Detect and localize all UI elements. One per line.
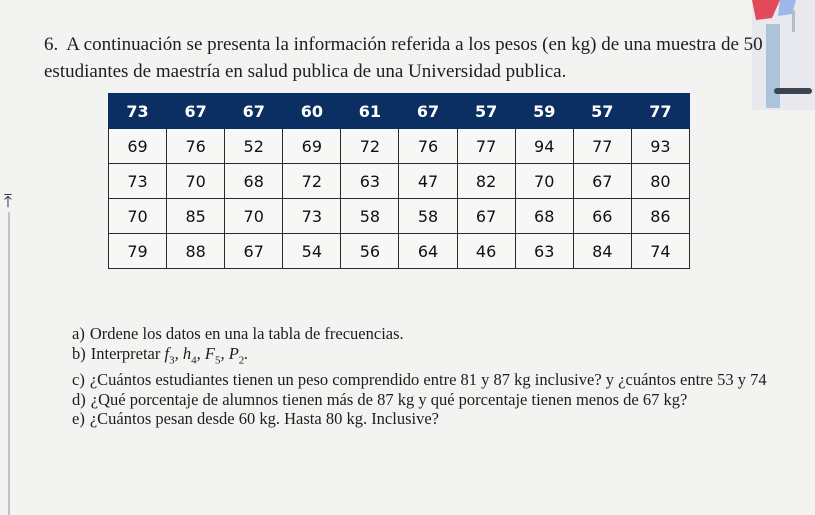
question-text: ¿Cuántos estudiantes tienen un peso comprendido entre 81 y 87 kg inclusive? y ¿cuántos entre 53 y 74 bbox=[89, 370, 767, 390]
table-cell: 82 bbox=[457, 164, 515, 199]
question-letter: d) bbox=[72, 389, 86, 409]
table-cell: 59 bbox=[515, 94, 573, 129]
table-cell: 67 bbox=[225, 94, 283, 129]
table-row bbox=[109, 164, 690, 199]
table-cell: 63 bbox=[515, 234, 573, 269]
table-cell: 73 bbox=[109, 94, 167, 129]
table-cell: 72 bbox=[341, 129, 399, 164]
table-cell: 70 bbox=[109, 199, 167, 234]
question-e bbox=[72, 409, 815, 429]
table-cell: 61 bbox=[341, 94, 399, 129]
table-cell: 74 bbox=[631, 234, 689, 269]
table-cell: 70 bbox=[225, 199, 283, 234]
question-d bbox=[72, 390, 815, 410]
table-row bbox=[109, 234, 690, 269]
table-cell: 67 bbox=[573, 164, 631, 199]
table-cell: 58 bbox=[399, 199, 457, 234]
question-text: Ordene los datos en una la tabla de frecuencias. bbox=[89, 324, 404, 343]
problem-statement bbox=[44, 31, 769, 85]
table-cell: 94 bbox=[515, 129, 573, 164]
table-cell: 67 bbox=[167, 94, 225, 129]
table-cell: 67 bbox=[225, 234, 283, 269]
table-cell: 73 bbox=[283, 199, 341, 234]
table-cell: 68 bbox=[225, 164, 283, 199]
statistics-terms: $f_3$, $h_4$, $F_5$, $P_2$. bbox=[164, 343, 249, 366]
table-cell: 67 bbox=[399, 94, 457, 129]
table-cell: 76 bbox=[167, 129, 225, 164]
table-cell: 52 bbox=[225, 129, 283, 164]
table-cell: 80 bbox=[631, 164, 689, 199]
question-c bbox=[72, 370, 815, 390]
table-cell: 66 bbox=[573, 199, 631, 234]
table-cell: 72 bbox=[283, 164, 341, 199]
table-header-row bbox=[109, 94, 690, 129]
table-cell: 84 bbox=[573, 234, 631, 269]
table-cell: 77 bbox=[631, 94, 689, 129]
table-row bbox=[109, 129, 690, 164]
table-cell: 70 bbox=[167, 164, 225, 199]
table-cell: 54 bbox=[283, 234, 341, 269]
weights-table bbox=[108, 93, 690, 269]
table-cell: 79 bbox=[109, 234, 167, 269]
table-cell: 64 bbox=[399, 234, 457, 269]
table-cell: 67 bbox=[457, 199, 515, 234]
table-cell: 58 bbox=[341, 199, 399, 234]
table-row bbox=[109, 199, 690, 234]
table-cell: 77 bbox=[457, 129, 515, 164]
table-cell: 86 bbox=[631, 199, 689, 234]
question-letter: a) bbox=[72, 324, 85, 343]
table-cell: 69 bbox=[109, 129, 167, 164]
table-cell: 57 bbox=[457, 94, 515, 129]
question-letter: b) bbox=[72, 343, 86, 363]
table-cell: 77 bbox=[573, 129, 631, 164]
table-cell: 70 bbox=[515, 164, 573, 199]
question-text: Interpretar bbox=[90, 343, 161, 363]
question-a bbox=[72, 324, 815, 344]
question-text: ¿Qué porcentaje de alumnos tienen más de 87 kg y qué porcentaje tienen menos de 67 kg? bbox=[90, 389, 688, 409]
table-cell: 63 bbox=[341, 164, 399, 199]
problem-text: A continuación se presenta la información referida a los pesos (en kg) de una muestra de 50 estudiantes de maestría en salud publica de una Universidad publica. bbox=[44, 34, 763, 82]
table-cell: 68 bbox=[515, 199, 573, 234]
table-cell: 93 bbox=[631, 129, 689, 164]
question-b bbox=[72, 344, 815, 371]
question-letter: c) bbox=[72, 370, 85, 390]
table-cell: 76 bbox=[399, 129, 457, 164]
table-cell: 69 bbox=[283, 129, 341, 164]
table-cell: 46 bbox=[457, 234, 515, 269]
table-cell: 73 bbox=[109, 164, 167, 199]
scroll-guide-line bbox=[8, 212, 10, 515]
question-text: ¿Cuántos pesan desde 60 kg. Hasta 80 kg. Inclusive? bbox=[89, 409, 439, 429]
question-letter: e) bbox=[72, 409, 85, 429]
table-cell: 85 bbox=[167, 199, 225, 234]
table-cell: 56 bbox=[341, 234, 399, 269]
table-cell: 57 bbox=[573, 94, 631, 129]
questions-list bbox=[72, 324, 815, 429]
problem-number: 6. bbox=[44, 34, 59, 55]
table-cell: 60 bbox=[283, 94, 341, 129]
table-cell: 47 bbox=[399, 164, 457, 199]
table-cell: 88 bbox=[167, 234, 225, 269]
up-arrow-icon: ⤒ bbox=[4, 191, 12, 212]
